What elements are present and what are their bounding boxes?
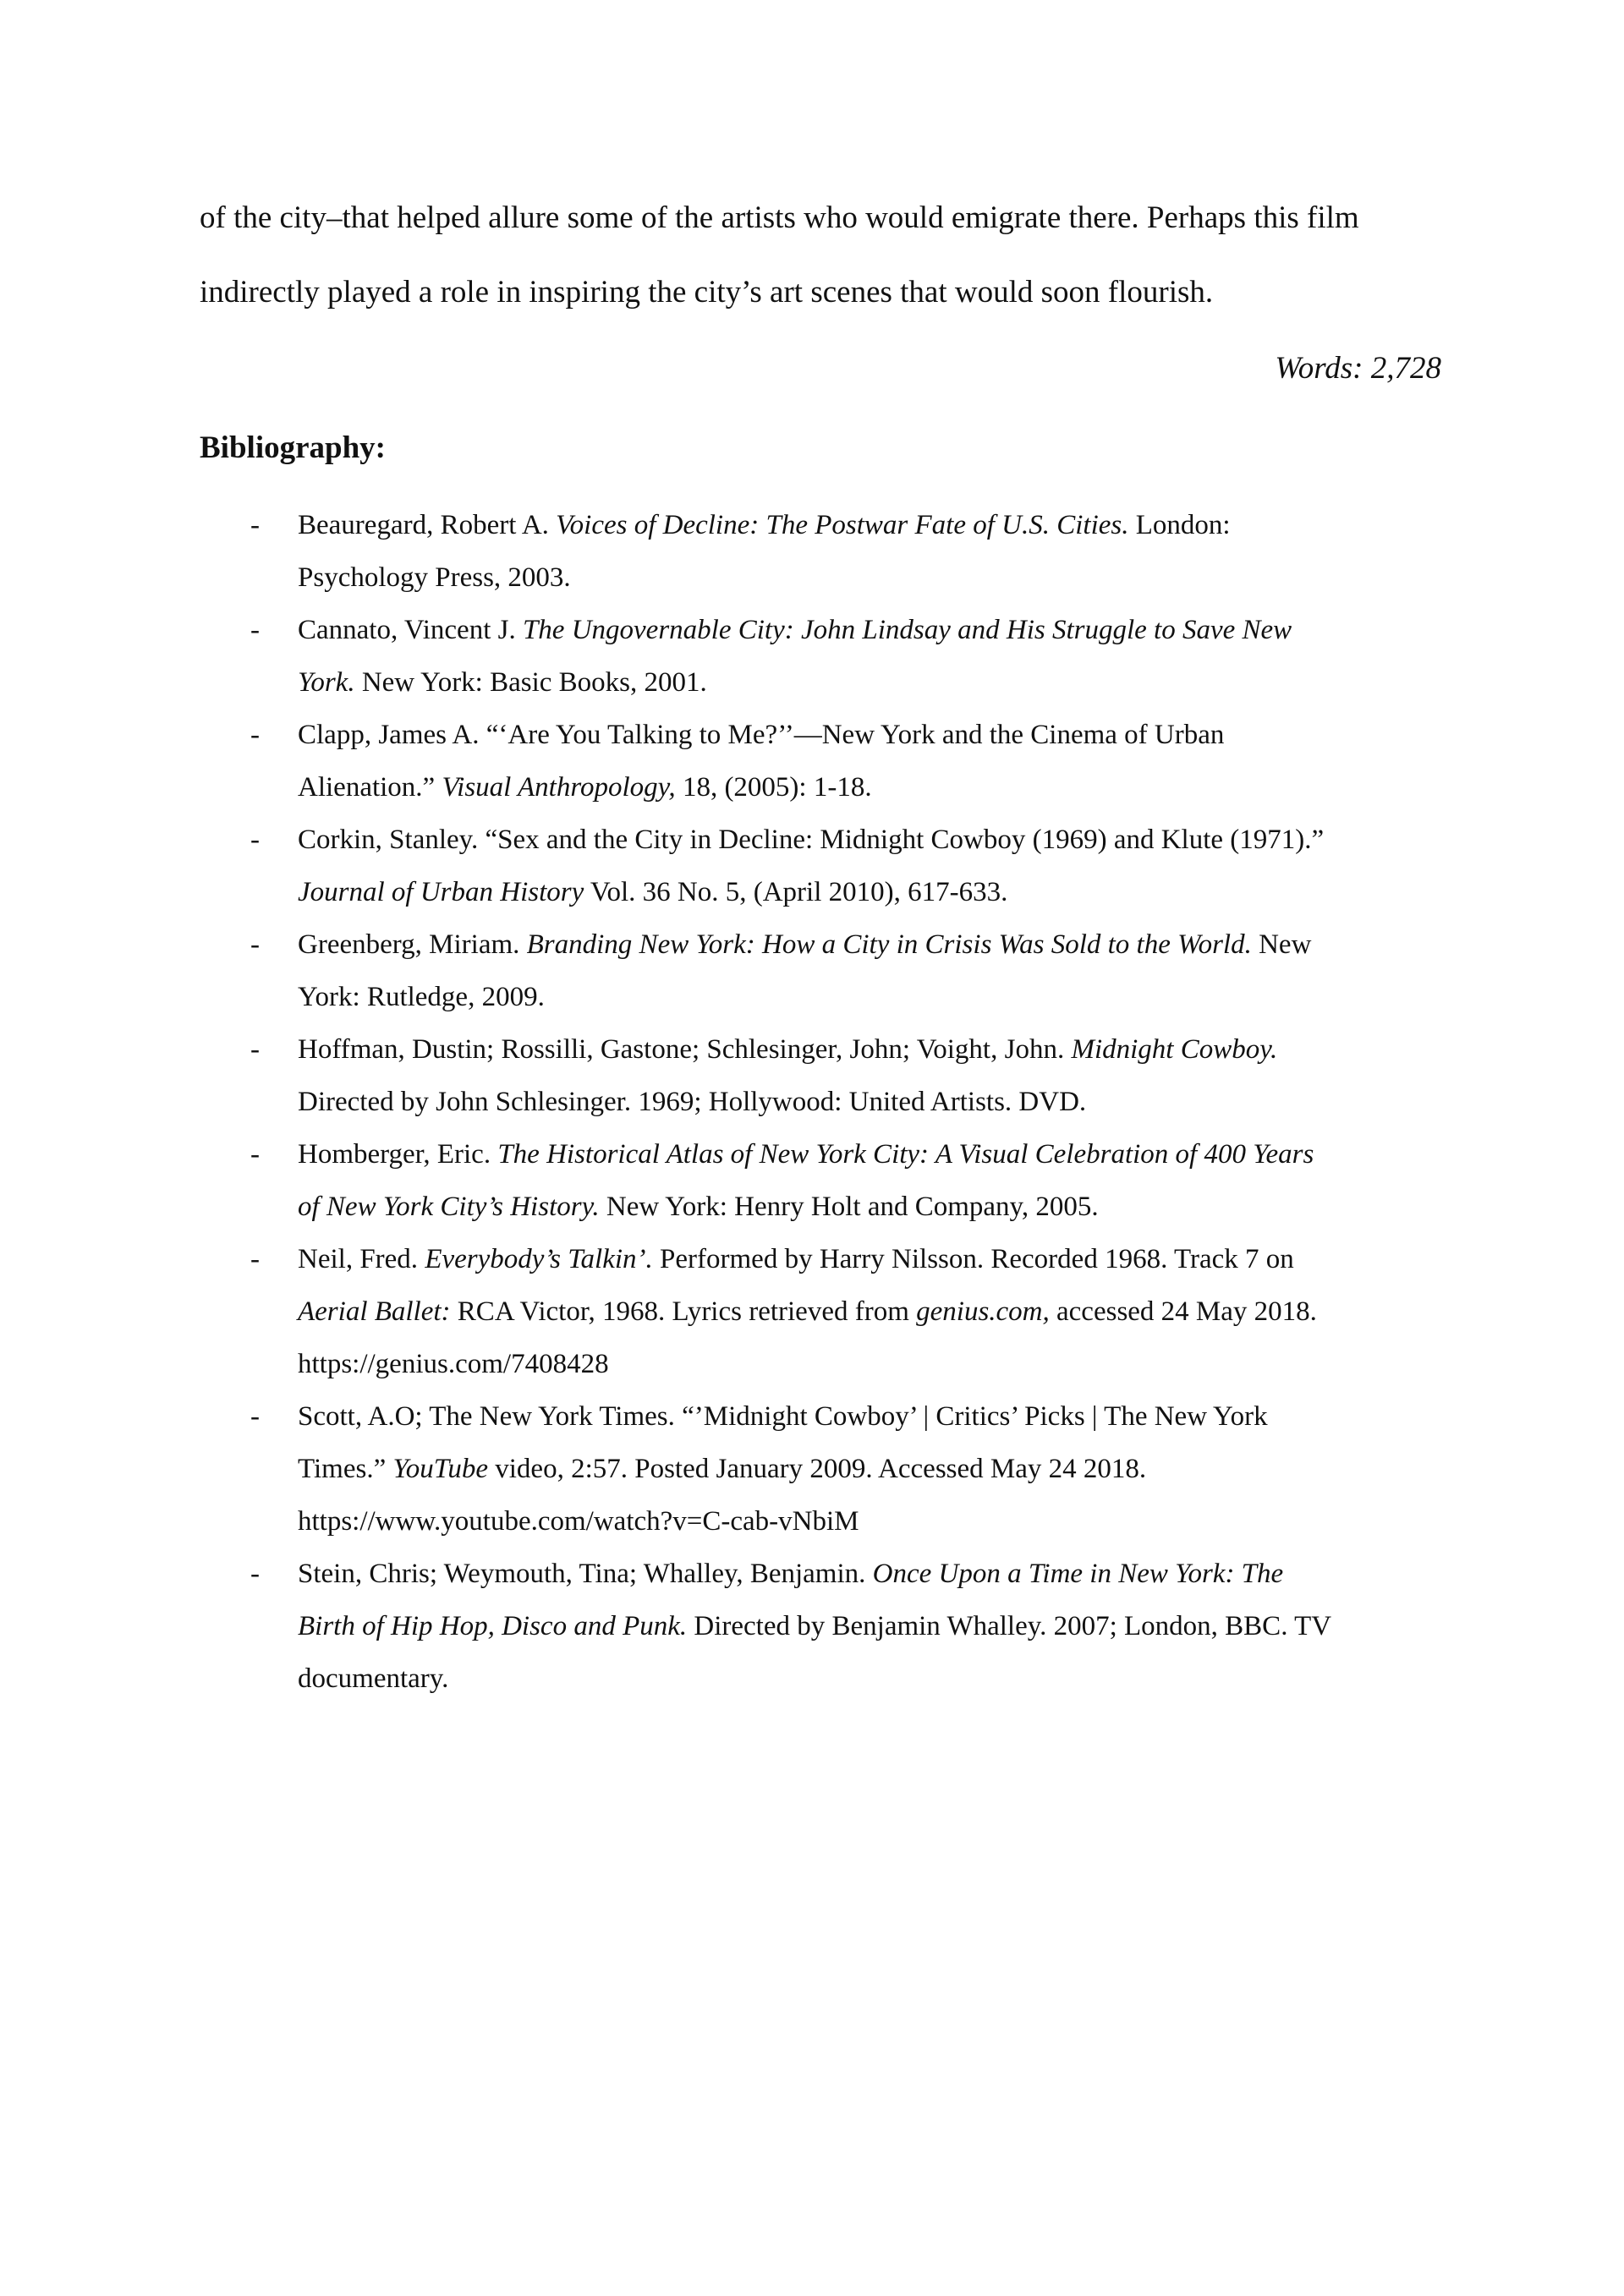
list-bullet: - [250,1244,260,1274]
bibliography-entry [200,499,1441,604]
bibliography-entry [200,1233,1441,1390]
bibliography-list [200,499,1441,1705]
bibliography-entry [200,1023,1441,1128]
list-bullet: - [250,1559,260,1589]
list-bullet: - [250,1139,260,1170]
paragraph-line: indirectly played a role in inspiring the city’s art scenes that would soon flourish. [200,275,1214,310]
entry-line: York: Rutledge, 2009. [298,982,545,1012]
entry-line: Journal of Urban History Vol. 36 No. 5, (April 2010), 617-633. [298,877,1008,907]
entry-line: Corkin, Stanley. “Sex and the City in Decline: Midnight Cowboy (1969) and Klute (1971).” [298,825,1325,855]
entry-line: Neil, Fred. Everybody’s Talkin’. Performed by Harry Nilsson. Recorded 1968. Track 7 on [298,1244,1294,1274]
entry-line: Hoffman, Dustin; Rossilli, Gastone; Schlesinger, John; Voight, John. Midnight Cowboy. [298,1034,1278,1065]
list-bullet: - [250,1034,260,1065]
bibliography-entry [200,709,1441,814]
entry-line: Cannato, Vincent J. The Ungovernable City: John Lindsay and His Struggle to Save New [298,615,1292,645]
entry-line: Aerial Ballet: RCA Victor, 1968. Lyrics retrieved from genius.com, accessed 24 May 2018. [298,1296,1317,1327]
entry-line: documentary. [298,1663,449,1694]
entry-line: Homberger, Eric. The Historical Atlas of New York City: A Visual Celebration of 400 Years [298,1139,1314,1170]
bibliography-entry [200,814,1441,918]
entry-line: York. New York: Basic Books, 2001. [298,667,707,698]
body-paragraph [200,181,1441,330]
list-bullet: - [250,615,260,645]
entry-line: Birth of Hip Hop, Disco and Punk. Directed by Benjamin Whalley. 2007; London, BBC. TV [298,1611,1332,1641]
entry-line: Times.” YouTube video, 2:57. Posted January 2009. Accessed May 24 2018. [298,1454,1147,1484]
entry-url[interactable]: https://genius.com/7408428 [298,1349,609,1379]
bibliography-entry [200,604,1441,709]
entry-url[interactable]: https://www.youtube.com/watch?v=C-cab-vNbiM [298,1506,859,1537]
entry-line: Clapp, James A. “‘Are You Talking to Me?’’—New York and the Cinema of Urban [298,720,1225,750]
list-bullet: - [250,720,260,750]
entry-line: Alienation.” Visual Anthropology, 18, (2005): 1-18. [298,772,872,803]
entry-line: Directed by John Schlesinger. 1969; Hollywood: United Artists. DVD. [298,1087,1087,1117]
bibliography-entry [200,1128,1441,1233]
list-bullet: - [250,510,260,540]
list-bullet: - [250,929,260,960]
bibliography-heading: Bibliography: [200,430,386,465]
list-bullet: - [250,825,260,855]
list-bullet: - [250,1401,260,1432]
bibliography-entry [200,918,1441,1023]
entry-line: Stein, Chris; Weymouth, Tina; Whalley, Benjamin. Once Upon a Time in New York: The [298,1559,1284,1589]
entry-line: Greenberg, Miriam. Branding New York: How a City in Crisis Was Sold to the World. New [298,929,1312,960]
entry-line: of New York City’s History. New York: Henry Holt and Company, 2005. [298,1192,1099,1222]
entry-line: Psychology Press, 2003. [298,562,571,593]
paragraph-line: of the city–that helped allure some of the artists who would emigrate there. Perhaps this film [200,200,1359,235]
entry-line: Beauregard, Robert A. Voices of Decline: The Postwar Fate of U.S. Cities. London: [298,510,1231,540]
word-count: Words: 2,728 [1275,351,1441,386]
bibliography-entry [200,1390,1441,1548]
bibliography-entry [200,1548,1441,1705]
entry-line: Scott, A.O; The New York Times. “’Midnight Cowboy’ | Critics’ Picks | The New York [298,1401,1268,1432]
